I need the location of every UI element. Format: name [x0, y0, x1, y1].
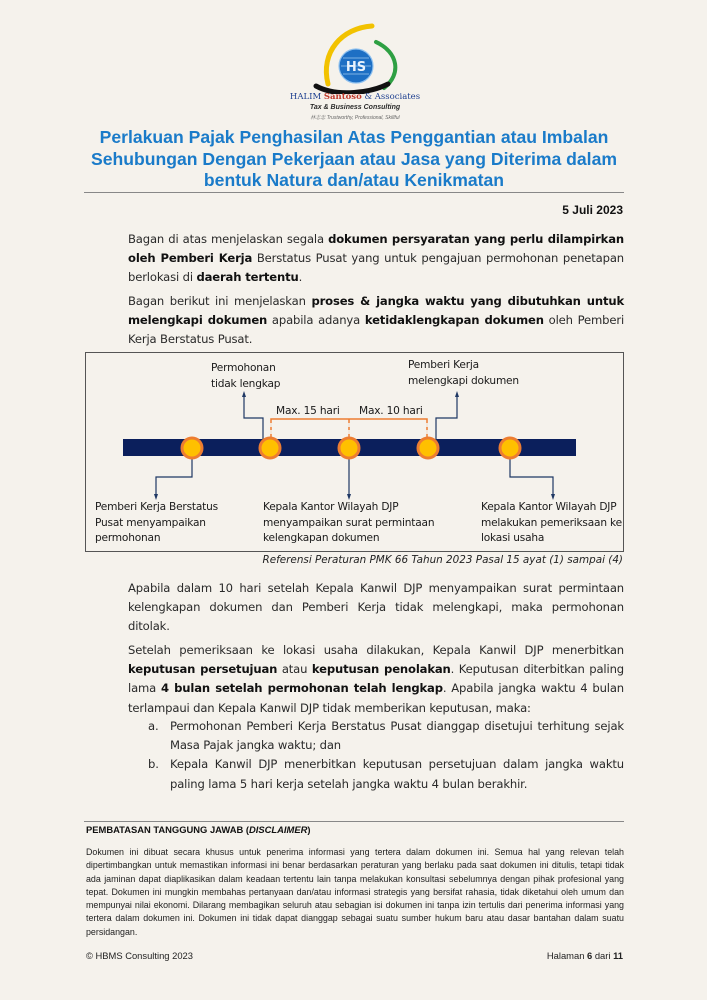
logo-tagline: 林志忠 Trustworthy, Professional, Skillful: [310, 115, 400, 121]
text-run: Bagan berikut ini menjelaskan: [128, 294, 312, 308]
timeline-node-5: [500, 438, 520, 458]
regulation-reference: Referensi Peraturan PMK 66 Tahun 2023 Pasal 15 ayat (1) sampai (4): [262, 554, 623, 566]
bold-text-run: ketidaklengkapan dokumen: [364, 313, 544, 328]
list-item: [148, 755, 624, 793]
title-line: bentuk Natura dan/atau Kenikmatan: [203, 170, 505, 190]
text-run: atau: [277, 662, 312, 677]
text-run: apabila adanya: [267, 313, 365, 328]
body-paragraph-2: [128, 641, 624, 718]
list-item: [148, 717, 624, 755]
disclaimer-heading: PEMBATASAN TANGGUNG JAWAB (DISCLAIMER): [86, 824, 311, 835]
company-logo: [280, 22, 430, 122]
footer-copyright: © HBMS Consulting 2023: [86, 950, 193, 961]
logo-subtitle: Tax & Business Consulting: [309, 104, 401, 111]
logo-emblem-icon: [280, 22, 430, 94]
bold-text-run: keputusan penolakan: [311, 662, 451, 677]
label-max-10-hari: Max. 10 hari: [359, 405, 423, 417]
timeline-node-2: [260, 438, 280, 458]
label-permohonan-tidak-lengkap: Permohonan tidak lengkap: [211, 362, 281, 390]
title-line: Sehubungan Dengan Pekerjaan atau Jasa yang Diterima dalam: [90, 148, 618, 169]
document-date: 5 Juli 2023: [562, 203, 623, 217]
text-run: Berstatus Pusat yang untuk pengajuan permohonan penetapan berlokasi di: [128, 251, 624, 285]
svg-text:HS: HS: [345, 60, 367, 75]
label-pemberi-kerja-menyampaikan: Pemberi Kerja Berstatus Pusat menyampaikan permohonan: [95, 501, 218, 544]
bold-text-run: 4 bulan setelah permohonan telah lengkap: [161, 681, 443, 696]
arrow-up-icon: [455, 391, 459, 397]
logo-company-name: HALIM Santoso & Associates: [289, 92, 421, 102]
bold-text-run: daerah tertentu: [196, 270, 299, 285]
header-divider: [84, 192, 624, 193]
footer-page-number: Halaman 6 dari 11: [546, 950, 623, 961]
bold-text-run: keputusan persetujuan: [128, 662, 278, 677]
text-run: . Apabila jangka waktu 4 bulan terlampaui dan Kepala Kanwil DJP tidak memberikan keputusan, maka:: [128, 681, 624, 715]
intro-paragraph-1: [128, 230, 624, 288]
list-item-text: Kepala Kanwil DJP menerbitkan keputusan persetujuan dalam jangka waktu paling lama 5 hari kerja setelah jangka waktu 4 bulan berakhir.: [170, 757, 624, 791]
intro-paragraph-2: [128, 292, 624, 350]
text-run: oleh Pemberi Kerja Berstatus Pusat.: [128, 313, 625, 347]
document-title: [84, 127, 624, 192]
list-item-text: Permohonan Pemberi Kerja Berstatus Pusat dianggap disetujui terhitung sejak Masa Pajak jangka waktu; dan: [170, 719, 624, 753]
text-run: .: [298, 270, 303, 285]
text-run: . Keputusan diterbitkan paling lama: [128, 662, 624, 696]
label-pemberi-kerja-melengkapi: Pemberi Kerja melengkapi dokumen: [408, 359, 519, 387]
label-max-15-hari: Max. 15 hari: [276, 405, 340, 417]
timeline-node-4: [418, 438, 438, 458]
title-line: Perlakuan Pajak Penghasilan Atas Penggantian atau Imbalan: [99, 127, 609, 147]
list-marker: a.: [148, 719, 159, 733]
bold-text-run: dokumen persyaratan yang perlu dilampirkan oleh Pemberi Kerja: [128, 232, 624, 266]
list-marker: b.: [148, 757, 159, 772]
label-kepala-kanwil-surat: Kepala Kantor Wilayah DJP menyampaikan surat permintaan kelengkapan dokumen: [263, 501, 435, 544]
disclaimer-text: Dokumen ini dibuat secara khusus untuk penerima informasi yang tertera dalam dokumen ini. Semua hal yang relevan telah dipertimbangkan untuk memastikan informasi ini benar berdasarkan peraturan yang berlaku pada saat dokumen ini ditulis, tetapi tidak ada jaminan dapat diaplikasikan dalam keadaan tertentu lain tanpa melakukan konsultasi sebelumnya dengan pihak profesional yang tepat. Dokumen ini mungkin membahas pertanyaan dan/atau informasi strategis yang bersifat rahasia, tidak diketahui oleh umum dan mempunyai nilai ekonomi. Dilarang membagikan seluruh atau sebagian isi dokumen ini tanpa izin tertulis dari penerima informasi yang tertera dalam dokumen ini. Dokumen ini tidak dapat dianggap sebagai suatu sumber hukum baru atau dasar bantahan dalam suatu persidangan.: [86, 847, 624, 937]
timeline-node-1: [182, 438, 202, 458]
text-run: Setelah pemeriksaan ke lokasi usaha dilakukan, Kepala Kanwil DJP menerbitkan: [128, 643, 624, 657]
bold-text-run: proses & jangka waktu yang dibutuhkan untuk melengkapi dokumen: [128, 294, 625, 328]
label-kepala-kanwil-pemeriksaan: Kepala Kantor Wilayah DJP melakukan pemeriksaan ke lokasi usaha: [481, 501, 622, 544]
text-run: Apabila dalam 10 hari setelah Kepala Kanwil DJP menyampaikan surat permintaan kelengkapan dokumen dan Pemberi Kerja tidak melengkapi, maka permohonan ditolak.: [128, 581, 624, 634]
timeline-node-3: [339, 438, 359, 458]
text-run: Bagan di atas menjelaskan segala: [128, 232, 329, 246]
consequence-list: [148, 717, 624, 794]
timeline-diagram: [85, 352, 624, 552]
disclaimer-divider: [84, 821, 624, 822]
body-paragraph-1: [128, 579, 624, 637]
